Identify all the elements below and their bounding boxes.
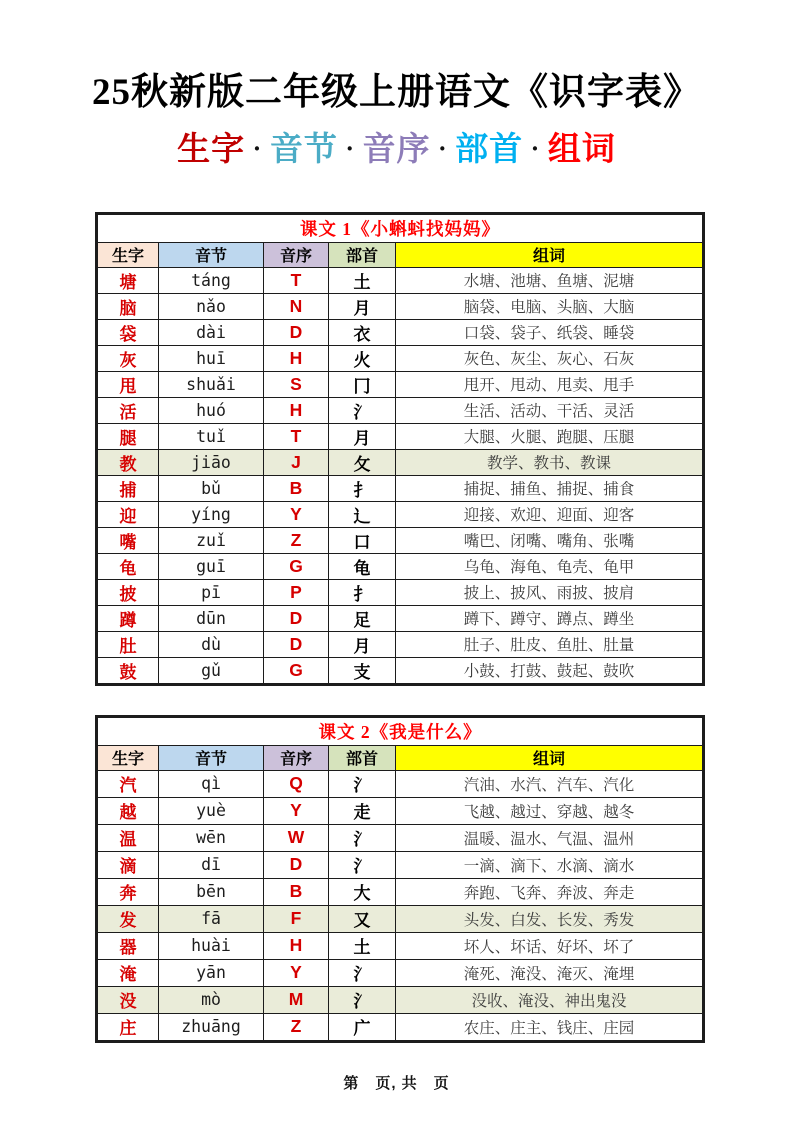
cell-char: 腿 xyxy=(97,423,159,449)
cell-pinyin: gǔ xyxy=(159,657,264,684)
cell-pinyin: huó xyxy=(159,397,264,423)
cell-char: 袋 xyxy=(97,319,159,345)
cell-initial: W xyxy=(264,824,329,851)
cell-radical: 氵 xyxy=(329,986,396,1013)
cell-radical: 衣 xyxy=(329,319,396,345)
cell-char: 发 xyxy=(97,905,159,932)
cell-radical: 火 xyxy=(329,345,396,371)
table-row xyxy=(97,878,704,905)
table-row xyxy=(97,905,704,932)
column-header-4: 组词 xyxy=(396,242,704,267)
cell-pinyin: dù xyxy=(159,631,264,657)
cell-initial: H xyxy=(264,345,329,371)
cell-pinyin: táng xyxy=(159,267,264,293)
cell-initial: B xyxy=(264,475,329,501)
cell-pinyin: zhuāng xyxy=(159,1013,264,1041)
cell-initial: Y xyxy=(264,959,329,986)
subtitle-part: 音节 xyxy=(269,131,338,168)
table-row xyxy=(97,371,704,397)
cell-words: 生活、活动、干活、灵活 xyxy=(396,397,704,423)
cell-char: 灰 xyxy=(97,345,159,371)
subtitle-part: 组词 xyxy=(547,131,616,168)
cell-pinyin: yíng xyxy=(159,501,264,527)
cell-initial: D xyxy=(264,319,329,345)
lesson-title: 课文 1《小蝌蚪找妈妈》 xyxy=(97,213,704,242)
cell-pinyin: dūn xyxy=(159,605,264,631)
cell-words: 淹死、淹没、淹灭、淹埋 xyxy=(396,959,704,986)
cell-words: 汽油、水汽、汽车、汽化 xyxy=(396,770,704,797)
cell-initial: M xyxy=(264,986,329,1013)
cell-radical: 月 xyxy=(329,631,396,657)
cell-radical: 冂 xyxy=(329,371,396,397)
cell-words: 披上、披风、雨披、披肩 xyxy=(396,579,704,605)
cell-words: 水塘、池塘、鱼塘、泥塘 xyxy=(396,267,704,293)
cell-words: 坏人、坏话、好坏、坏了 xyxy=(396,932,704,959)
subtitle-separator: · xyxy=(430,133,456,163)
subtitle-part: 生字 xyxy=(177,131,246,168)
column-header-3: 部首 xyxy=(329,745,396,770)
cell-pinyin: yān xyxy=(159,959,264,986)
cell-words: 头发、白发、长发、秀发 xyxy=(396,905,704,932)
cell-radical: 支 xyxy=(329,657,396,684)
table-row xyxy=(97,851,704,878)
table-row xyxy=(97,475,704,501)
cell-pinyin: shuǎi xyxy=(159,371,264,397)
lesson-title-row xyxy=(97,716,704,745)
cell-char: 脑 xyxy=(97,293,159,319)
cell-radical: 氵 xyxy=(329,959,396,986)
cell-pinyin: bǔ xyxy=(159,475,264,501)
table-row xyxy=(97,423,704,449)
cell-radical: 土 xyxy=(329,932,396,959)
cell-words: 嘴巴、闭嘴、嘴角、张嘴 xyxy=(396,527,704,553)
table-row xyxy=(97,449,704,475)
cell-radical: 辶 xyxy=(329,501,396,527)
cell-words: 甩开、甩动、甩卖、甩手 xyxy=(396,371,704,397)
cell-pinyin: tuǐ xyxy=(159,423,264,449)
table-row xyxy=(97,932,704,959)
cell-initial: S xyxy=(264,371,329,397)
cell-words: 没收、淹没、神出鬼没 xyxy=(396,986,704,1013)
cell-words: 小鼓、打鼓、鼓起、鼓吹 xyxy=(396,657,704,684)
subtitle-part: 音序 xyxy=(362,131,431,168)
column-header-row xyxy=(97,745,704,770)
table-row xyxy=(97,501,704,527)
cell-radical: 氵 xyxy=(329,824,396,851)
cell-radical: 走 xyxy=(329,797,396,824)
cell-char: 温 xyxy=(97,824,159,851)
subtitle-separator: · xyxy=(245,133,270,163)
cell-radical: 龟 xyxy=(329,553,396,579)
column-header-0: 生字 xyxy=(97,242,159,267)
cell-char: 捕 xyxy=(97,475,159,501)
cell-initial: G xyxy=(264,553,329,579)
cell-char: 活 xyxy=(97,397,159,423)
cell-char: 嘴 xyxy=(97,527,159,553)
cell-words: 脑袋、电脑、头脑、大脑 xyxy=(396,293,704,319)
cell-pinyin: dài xyxy=(159,319,264,345)
cell-pinyin: bēn xyxy=(159,878,264,905)
cell-pinyin: huī xyxy=(159,345,264,371)
cell-initial: J xyxy=(264,449,329,475)
cell-initial: B xyxy=(264,878,329,905)
cell-char: 塘 xyxy=(97,267,159,293)
table-row xyxy=(97,986,704,1013)
cell-char: 披 xyxy=(97,579,159,605)
cell-char: 滴 xyxy=(97,851,159,878)
cell-radical: 大 xyxy=(329,878,396,905)
column-header-0: 生字 xyxy=(97,745,159,770)
cell-initial: T xyxy=(264,267,329,293)
cell-char: 没 xyxy=(97,986,159,1013)
cell-pinyin: pī xyxy=(159,579,264,605)
table-row xyxy=(97,657,704,684)
cell-pinyin: mò xyxy=(159,986,264,1013)
cell-initial: H xyxy=(264,397,329,423)
cell-char: 汽 xyxy=(97,770,159,797)
cell-char: 越 xyxy=(97,797,159,824)
cell-pinyin: dī xyxy=(159,851,264,878)
table-row xyxy=(97,770,704,797)
cell-words: 一滴、滴下、水滴、滴水 xyxy=(396,851,704,878)
cell-char: 奔 xyxy=(97,878,159,905)
cell-radical: 月 xyxy=(329,423,396,449)
cell-words: 灰色、灰尘、灰心、石灰 xyxy=(396,345,704,371)
cell-pinyin: nǎo xyxy=(159,293,264,319)
cell-char: 淹 xyxy=(97,959,159,986)
table-row xyxy=(97,605,704,631)
column-header-3: 部首 xyxy=(329,242,396,267)
cell-words: 温暖、温水、气温、温州 xyxy=(396,824,704,851)
cell-radical: 扌 xyxy=(329,475,396,501)
cell-pinyin: guī xyxy=(159,553,264,579)
table-row xyxy=(97,959,704,986)
cell-radical: 攵 xyxy=(329,449,396,475)
cell-words: 奔跑、飞奔、奔波、奔走 xyxy=(396,878,704,905)
cell-pinyin: yuè xyxy=(159,797,264,824)
subtitle-separator: · xyxy=(523,133,548,163)
cell-initial: T xyxy=(264,423,329,449)
cell-pinyin: jiāo xyxy=(159,449,264,475)
cell-words: 教学、教书、教课 xyxy=(396,449,704,475)
table-row xyxy=(97,319,704,345)
cell-radical: 氵 xyxy=(329,851,396,878)
table-row xyxy=(97,1013,704,1041)
cell-initial: Q xyxy=(264,770,329,797)
cell-words: 大腿、火腿、跑腿、压腿 xyxy=(396,423,704,449)
cell-initial: Y xyxy=(264,501,329,527)
cell-initial: P xyxy=(264,579,329,605)
table-row xyxy=(97,267,704,293)
table-row xyxy=(97,579,704,605)
cell-words: 蹲下、蹲守、蹲点、蹲坐 xyxy=(396,605,704,631)
cell-radical: 氵 xyxy=(329,770,396,797)
cell-radical: 足 xyxy=(329,605,396,631)
cell-char: 肚 xyxy=(97,631,159,657)
table-row xyxy=(97,797,704,824)
cell-initial: Y xyxy=(264,797,329,824)
cell-pinyin: wēn xyxy=(159,824,264,851)
cell-radical: 又 xyxy=(329,905,396,932)
column-header-2: 音序 xyxy=(264,745,329,770)
page-title: 25秋新版二年级上册语文《识字表》 xyxy=(92,72,701,113)
cell-initial: D xyxy=(264,605,329,631)
lesson-table-2 xyxy=(95,715,705,1043)
cell-words: 农庄、庄主、钱庄、庄园 xyxy=(396,1013,704,1041)
cell-initial: D xyxy=(264,631,329,657)
cell-initial: D xyxy=(264,851,329,878)
column-header-1: 音节 xyxy=(159,745,264,770)
cell-initial: Z xyxy=(264,527,329,553)
cell-radical: 广 xyxy=(329,1013,396,1041)
cell-initial: G xyxy=(264,657,329,684)
cell-radical: 月 xyxy=(329,293,396,319)
lesson-table-1 xyxy=(95,212,705,686)
column-header-4: 组词 xyxy=(396,745,704,770)
table-row xyxy=(97,824,704,851)
cell-initial: N xyxy=(264,293,329,319)
subtitle-separator: · xyxy=(337,133,363,163)
cell-char: 鼓 xyxy=(97,657,159,684)
cell-pinyin: zuǐ xyxy=(159,527,264,553)
cell-words: 捕捉、捕鱼、捕捉、捕食 xyxy=(396,475,704,501)
cell-radical: 土 xyxy=(329,267,396,293)
table-row xyxy=(97,397,704,423)
cell-char: 器 xyxy=(97,932,159,959)
cell-words: 迎接、欢迎、迎面、迎客 xyxy=(396,501,704,527)
column-header-1: 音节 xyxy=(159,242,264,267)
cell-char: 蹲 xyxy=(97,605,159,631)
cell-words: 口袋、袋子、纸袋、睡袋 xyxy=(396,319,704,345)
page-footer: 第 页, 共 页 xyxy=(343,1074,450,1092)
column-header-row xyxy=(97,242,704,267)
cell-radical: 氵 xyxy=(329,397,396,423)
cell-char: 迎 xyxy=(97,501,159,527)
cell-words: 飞越、越过、穿越、越冬 xyxy=(396,797,704,824)
cell-radical: 口 xyxy=(329,527,396,553)
cell-words: 乌龟、海龟、龟壳、龟甲 xyxy=(396,553,704,579)
table-row xyxy=(97,527,704,553)
cell-char: 甩 xyxy=(97,371,159,397)
cell-initial: Z xyxy=(264,1013,329,1041)
cell-initial: F xyxy=(264,905,329,932)
lesson-title: 课文 2《我是什么》 xyxy=(97,716,704,745)
cell-radical: 扌 xyxy=(329,579,396,605)
column-header-2: 音序 xyxy=(264,242,329,267)
cell-pinyin: fā xyxy=(159,905,264,932)
cell-words: 肚子、肚皮、鱼肚、肚量 xyxy=(396,631,704,657)
cell-pinyin: huài xyxy=(159,932,264,959)
subtitle-part: 部首 xyxy=(455,131,524,168)
tables-container xyxy=(95,212,702,1043)
cell-char: 庄 xyxy=(97,1013,159,1041)
table-row xyxy=(97,293,704,319)
table-row xyxy=(97,631,704,657)
page-subtitle xyxy=(0,123,793,170)
table-row xyxy=(97,345,704,371)
cell-char: 教 xyxy=(97,449,159,475)
cell-pinyin: qì xyxy=(159,770,264,797)
lesson-title-row xyxy=(97,213,704,242)
cell-initial: H xyxy=(264,932,329,959)
table-row xyxy=(97,553,704,579)
cell-char: 龟 xyxy=(97,553,159,579)
